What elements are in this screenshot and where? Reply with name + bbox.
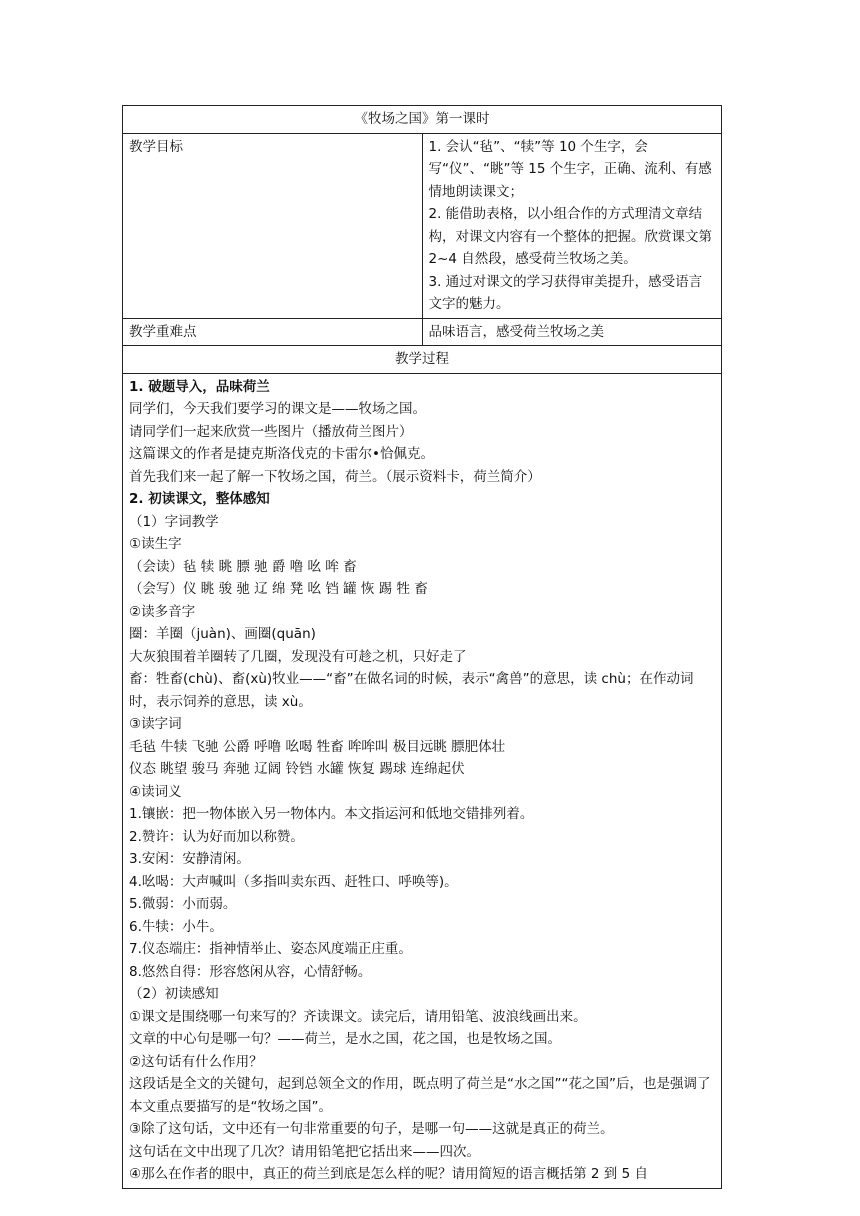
process-line: ②读多音字	[129, 603, 196, 620]
process-line: ④读词义	[129, 783, 182, 800]
process-line: ③除了这句话，文中还有一句非常重要的句子，是哪一句——这就是真正的荷兰。	[129, 1121, 614, 1137]
process-body-row	[123, 373, 722, 1188]
process-line: 畜：牲畜(chù)、畜(xù)牧业——“畜”在做名词的时候，表示“禽兽”的意思，读 chù；在作动词时，表示饲养的意思，读 xù。	[129, 671, 694, 710]
section-heading: 1. 破题导入，品味荷兰	[129, 378, 270, 395]
process-line: ①读生字	[129, 536, 182, 552]
process-line: 7.仪态端庄：指神情举止、姿态风度端正庄重。	[129, 941, 412, 957]
process-line: ④那么在作者的眼中，真正的荷兰到底是怎么样的呢？请用简短的语言概括第 2 到 5 自	[129, 1166, 648, 1182]
process-line: （2）初读感知	[129, 986, 219, 1002]
key-points-value: 品味语言，感受荷兰牧场之美	[422, 318, 722, 346]
key-points-label: 教学重难点	[123, 318, 423, 346]
objectives-content	[422, 133, 722, 318]
process-line: 请同学们一起来欣赏一些图片（播放荷兰图片）	[129, 423, 413, 440]
process-line: 毛毡 牛犊 飞驰 公爵 呼噜 吆喝 牲畜 哞哞叫 极目远眺 膘肥体壮	[129, 738, 506, 755]
objective-item: 2. 能借助表格，以小组合作的方式理清文章结构，对课文内容有一个整体的把握。欣赏课文第 2~4 自然段，感受荷兰牧场之美。	[428, 206, 712, 267]
process-line: ①课文是围绕哪一句来写的？齐读课文。读完后，请用铅笔、波浪线画出来。	[129, 1008, 587, 1025]
title-row	[123, 106, 722, 134]
lesson-title: 《牧场之国》第一课时	[123, 106, 722, 134]
process-line: 这句话在文中出现了几次？请用铅笔把它括出来——四次。	[129, 1143, 480, 1160]
process-line: 这篇课文的作者是捷克斯洛伐克的卡雷尔•恰佩克。	[129, 446, 434, 462]
process-line: ③读字词	[129, 716, 182, 732]
process-line: 同学们，今天我们要学习的课文是——牧场之国。	[129, 401, 426, 417]
objective-item: 3. 通过对课文的学习获得审美提升，感受语言文字的魅力。	[428, 273, 703, 312]
process-line: 圈：羊圈（juàn)、画圈(quān)	[129, 626, 316, 642]
process-line: 大灰狼围着羊圈转了几圈，发现没有可趁之机，只好走了	[129, 648, 467, 665]
process-line: ②这句话有什么作用？	[129, 1053, 263, 1070]
process-line: （会写）仪 眺 骏 驰 辽 绵 凳 吆 铛 罐 恢 踢 牲 畜	[129, 581, 428, 597]
section-heading: 2. 初读课文，整体感知	[129, 491, 270, 507]
process-heading: 教学过程	[123, 346, 722, 374]
objectives-label: 教学目标	[123, 133, 423, 318]
process-line: 3.安闲：安静清闲。	[129, 851, 250, 867]
process-body	[123, 373, 722, 1188]
process-line: 2.赞许：认为好而加以称赞。	[129, 828, 304, 845]
process-line: （1）字词教学	[129, 513, 219, 530]
process-line: 仪态 眺望 骏马 奔驰 辽阔 铃铛 水罐 恢复 踢球 连绵起伏	[129, 761, 465, 777]
process-line: 5.微弱：小而弱。	[129, 896, 237, 912]
process-heading-row	[123, 346, 722, 374]
key-points-row	[123, 318, 722, 346]
process-line: 4.吆喝：大声喊叫（多指叫卖东西、赶牲口、呼唤等)。	[129, 873, 458, 890]
process-line: 首先我们来一起了解一下牧场之国，荷兰。（展示资料卡，荷兰简介）	[129, 468, 541, 485]
process-line: 1.镶嵌：把一物体嵌入另一物体内。本文指运河和低地交错排列着。	[129, 806, 534, 822]
objectives-row	[123, 133, 722, 318]
process-line: 这段话是全文的关键句，起到总领全文的作用，既点明了荷兰是“水之国”“花之国”后，也是强调了本文重点要描写的是“牧场之国”。	[129, 1076, 711, 1115]
objective-item: 1. 会认“毡”、“犊”等 10 个生字，会写“仪”、“眺”等 15 个生字，正确、流利、有感情地朗读课文；	[428, 138, 712, 200]
process-line: 6.牛犊：小牛。	[129, 918, 223, 935]
process-line: 文章的中心句是哪一句？——荷兰，是水之国，花之国，也是牧场之国。	[129, 1031, 561, 1047]
lesson-plan-table	[122, 105, 722, 1189]
process-line: （会读）毡 犊 眺 膘 驰 爵 噜 吆 哞 畜	[129, 558, 357, 575]
process-line: 8.悠然自得：形容悠闲从容，心情舒畅。	[129, 963, 372, 980]
